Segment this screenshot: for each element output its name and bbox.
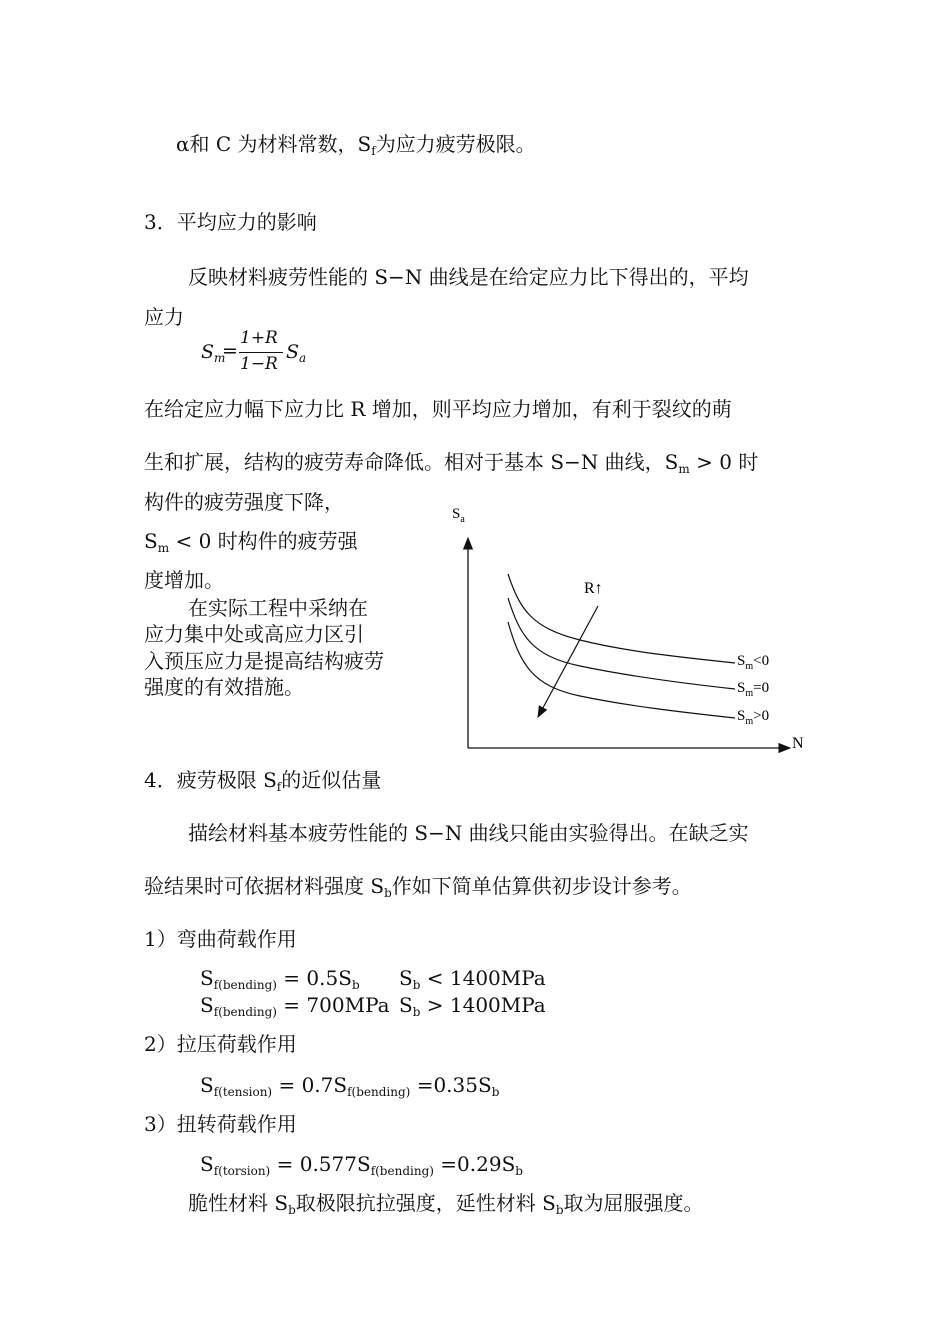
case-torsion-title: 3）扭转荷载作用 — [144, 1112, 297, 1136]
case-bending-row1-condition: $S_b < 1400MPa$ — [399, 966, 546, 992]
formula-denominator: 1−R — [240, 354, 278, 374]
curve-label-sm-zero: $S_m=0$ — [737, 680, 770, 699]
curve-label-sm-negative: $S_m<0$ — [737, 653, 770, 672]
case-torsion-formula: $S_{f(torsion)} = 0.577S_{f(bending)} =0.29S_b$ — [200, 1152, 523, 1178]
section-heading-4: 4．疲劳极限 $S_f$的近似估量 — [144, 768, 382, 794]
paragraph-estimate-line1: 描绘材料基本疲劳性能的 S−N 曲线只能由实验得出。在缺乏实 — [188, 821, 749, 845]
paragraph-mean-stress-line1: 反映材料疲劳性能的 S−N 曲线是在给定应力比下得出的，平均 — [188, 265, 749, 289]
fraction-bar — [239, 352, 283, 353]
paragraph-constants: α和 C 为材料常数，$S_f$为应力疲劳极限。 — [176, 132, 536, 158]
paragraph-ratio-line1: 在给定应力幅下应力比 R 增加，则平均应力增加，有利于裂纹的萌 — [144, 397, 732, 421]
paragraph-material-note: 脆性材料 $S_b$取极限抗拉强度，延性材料 $S_b$取为屈服强度。 — [188, 1191, 704, 1217]
formula-numerator: 1+R — [240, 328, 278, 348]
paragraph-ratio-line4: $S_m < 0$ 时构件的疲劳强 — [144, 529, 358, 555]
case-bending-row1: $S_{f(bending)} = 0.5S_b$ — [200, 966, 360, 992]
y-axis-label: $S_a$ — [452, 506, 465, 525]
curve-label-sm-positive: $S_m>0$ — [737, 708, 770, 727]
x-axis-label: N — [792, 735, 804, 752]
sn-curve-diagram — [440, 500, 820, 762]
section-heading-3: 3．平均应力的影响 — [144, 210, 317, 234]
case-tension-formula: $S_{f(tension)} = 0.7S_{f(bending)} =0.35S_b$ — [200, 1073, 500, 1099]
case-bending-row2-condition: $S_b > 1400MPa$ — [399, 993, 546, 1019]
case-tension-title: 2）拉压荷载作用 — [144, 1032, 297, 1056]
curve-sm-zero — [508, 598, 735, 689]
paragraph-prestress-line3: 入预压应力是提高结构疲劳 — [144, 649, 384, 673]
paragraph-ratio-line3: 构件的疲劳强度下降， — [144, 490, 344, 514]
paragraph-mean-stress-line2: 应力 — [144, 305, 184, 329]
curve-sm-positive — [508, 622, 735, 718]
paragraph-prestress-line1: 在实际工程中采纳在 — [188, 596, 368, 620]
paragraph-prestress-line4: 强度的有效措施。 — [144, 675, 304, 699]
paragraph-ratio-line2: 生和扩展，结构的疲劳寿命降低。相对于基本 S−N 曲线，$S_m > 0$ 时 — [144, 450, 759, 476]
r-increase-arrow — [538, 606, 598, 717]
r-arrow-label: R↑ — [584, 580, 603, 597]
case-bending-row2: $S_{f(bending)} = 700MPa$ — [200, 993, 390, 1019]
paragraph-estimate-line2: 验结果时可依据材料强度 $S_b$作如下简单估算供初步设计参考。 — [144, 874, 692, 900]
paragraph-prestress-line2: 应力集中处或高应力区引 — [144, 622, 364, 646]
curve-sm-negative — [508, 574, 735, 663]
case-bending-title: 1）弯曲荷载作用 — [144, 927, 297, 951]
paragraph-ratio-line5: 度增加。 — [144, 568, 224, 592]
